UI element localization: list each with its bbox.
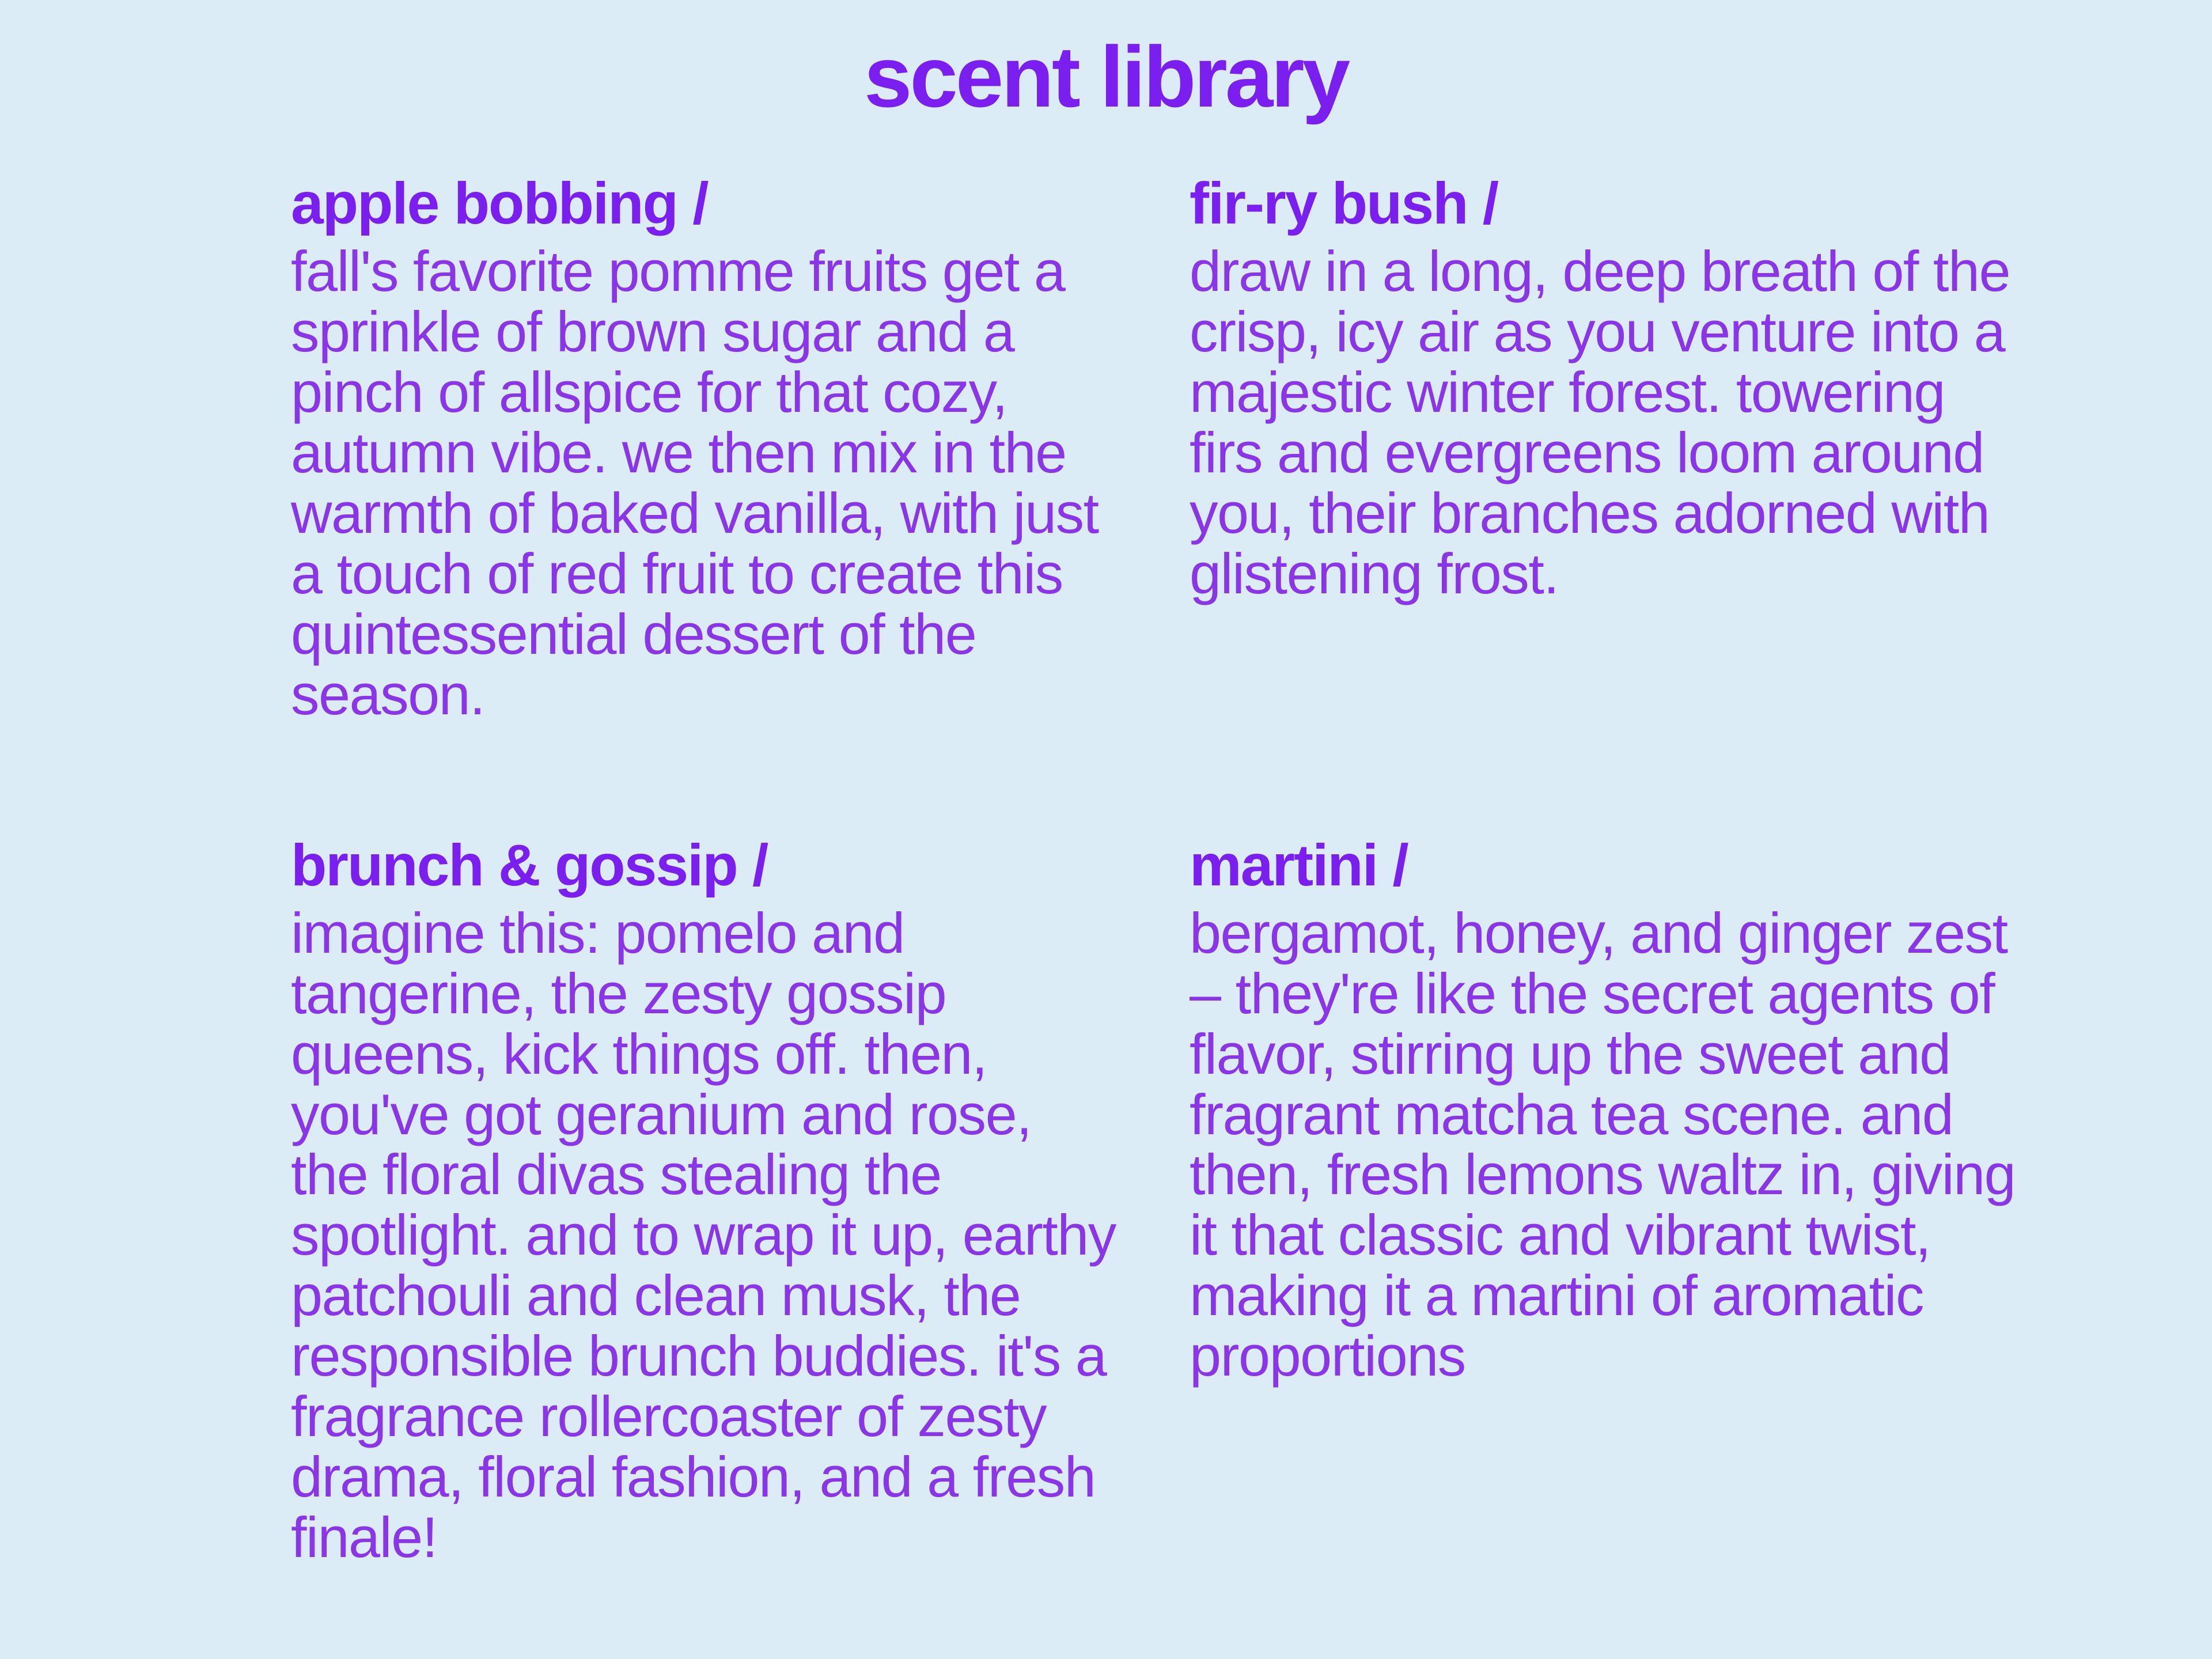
scent-entry-description: imagine this: pomelo and tangerine, the zesty gossip queens, kick things off. then, you've got geranium and rose, the floral divas stealing the spotlight. and to wrap it up, earthy patchouli and clean musk, the responsible brunch buddies. it's a fragrance rollercoaster of zesty drama, floral fashion, and a fresh finale!: [291, 900, 1116, 1570]
scent-entry-description: fall's favorite pomme fruits get a sprinkle of brown sugar and a pinch of allspice for that cozy, autumn vibe. we then mix in the warmth of baked vanilla, with just a touch of red fruit to create this quintessential dessert of the season.: [291, 239, 1099, 726]
scent-entry-title: martini /: [1190, 832, 1408, 898]
scent-entry-brunch-and-gossip: [291, 725, 1190, 1568]
scent-entry-description: bergamot, honey, and ginger zest – they're like the secret agents of flavor, stirring up the sweet and fragrant matcha tea scene. and then, fresh lemons waltz in, giving it that classic and vibrant twist, making it a martini of aromatic proportions: [1190, 900, 2016, 1388]
scent-entry-title: brunch & gossip /: [291, 832, 768, 898]
scent-entry-fir-ry-bush: [1190, 173, 2048, 725]
scent-entry-apple-bobbing: [291, 173, 1190, 725]
scent-entries-grid: [291, 173, 2048, 1568]
page-title: scent library: [863, 28, 1349, 125]
scent-entry-title: fir-ry bush /: [1190, 171, 1498, 236]
scent-entry-description: draw in a long, deep breath of the crisp, icy air as you venture into a majestic winter forest. towering firs and evergreens loom around you, their branches adorned with glistening frost.: [1190, 239, 2010, 605]
scent-entry-martini: [1190, 725, 2048, 1568]
scent-entry-title: apple bobbing /: [291, 171, 708, 236]
